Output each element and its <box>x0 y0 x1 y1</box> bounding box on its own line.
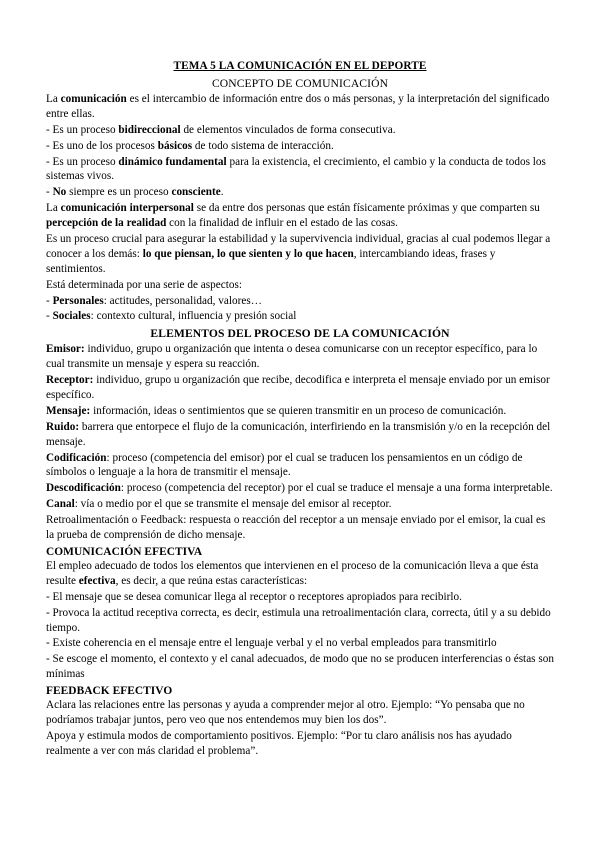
emphasis-text: Descodificación <box>46 482 121 495</box>
body-text: Aclara las relaciones entre las personas y ayuda a comprender mejor al otro. Ejemplo: “Yo pensaba que no podríamos trabajar juntos, pero veo que nos entendemos muy bien los dos”. <box>46 699 525 726</box>
body-text: información, ideas o sentimientos que se quieren transmitir en un proceso de comunicación. <box>90 404 507 417</box>
paragraph <box>46 636 554 651</box>
body-text: Está determinada por una serie de aspectos: <box>46 278 242 291</box>
emphasis-text: consciente <box>171 186 221 199</box>
emphasis-text: Emisor: <box>46 343 85 356</box>
page-title: TEMA 5 LA COMUNICACIÓN EN EL DEPORTE <box>173 60 427 72</box>
body-text: de elementos vinculados de forma consecutiva. <box>180 123 396 136</box>
paragraph <box>46 92 554 122</box>
document-body <box>46 77 554 759</box>
body-text: - <box>46 186 53 199</box>
body-text: : proceso (competencia del emisor) por el cual se traducen los pensamientos en un código de símbolos o lenguaje a la hora de transmitir el mensaje. <box>46 451 523 479</box>
body-text: - Provoca la actitud receptiva correcta, es decir, estimula una retroalimentación clara, correcta, útil y a su debido tiempo. <box>46 606 551 634</box>
body-text: Es un proceso crucial para asegurar la estabilidad y la supervivencia individual, gracias al cual podemos llegar a conocer a los demás: <box>46 233 551 260</box>
paragraph <box>46 123 554 138</box>
paragraph <box>46 698 554 728</box>
body-text: se da entre dos personas que están físicamente próximas y que comparten su <box>193 202 540 215</box>
paragraph <box>46 201 554 231</box>
paragraph <box>46 294 554 309</box>
emphasis-text: Codificación <box>46 451 107 464</box>
body-text: La <box>46 93 61 105</box>
body-text: - Es un proceso <box>46 123 119 136</box>
section-heading: CONCEPTO DE COMUNICACIÓN <box>211 77 389 90</box>
paragraph <box>46 232 554 277</box>
emphasis-text: Mensaje: <box>46 404 91 417</box>
paragraph <box>46 342 554 372</box>
paragraph <box>46 420 554 450</box>
body-text: barrera que entorpece el flujo de la comunicación, interfiriendo en la transmisión y/o en la recepción del mensaje. <box>46 420 551 448</box>
body-text: - <box>46 294 53 307</box>
paragraph <box>46 309 554 324</box>
body-text: Apoya y estimula modos de comportamiento positivos. Ejemplo: “Por tu claro análisis nos has ayudado realmente a ver con más claridad el problema”. <box>46 729 512 757</box>
paragraph <box>46 590 554 605</box>
emphasis-text: Canal <box>46 498 75 511</box>
paragraph <box>46 729 554 759</box>
body-text: individuo, grupo u organización que recibe, decodifica e interpreta el mensaje enviado por un emisor específico. <box>46 374 550 402</box>
body-text: : actitudes, personalidad, valores… <box>103 294 262 307</box>
body-text: , es decir, a que reúna estas características: <box>115 574 308 587</box>
body-text: - El mensaje que se desea comunicar llega al receptor o receptores apropiados para recibirlo. <box>46 590 462 603</box>
body-text: - Se escoge el momento, el contexto y el canal adecuados, de modo que no se producen interferencias o éstas son mínimas <box>46 653 554 681</box>
paragraph <box>46 559 554 589</box>
body-text: de todo sistema de interacción. <box>192 139 334 152</box>
emphasis-text: lo que piensan, lo que sienten y lo que hacen <box>142 247 354 260</box>
emphasis-text: efectiva <box>78 574 116 587</box>
paragraph <box>46 139 554 154</box>
paragraph <box>46 155 554 185</box>
body-text: - Es uno de los procesos <box>46 139 158 152</box>
paragraph <box>46 513 554 543</box>
body-text: Retroalimentación o Feedback: respuesta o reacción del receptor a un mensaje enviado por el emisor, la cual es la prueba de comprensión de dicho mensaje. <box>46 514 546 542</box>
emphasis-text: Sociales <box>52 310 91 323</box>
emphasis-text: comunicación <box>60 93 127 105</box>
body-text: para la existencia, el crecimiento, el cambio y la conducta de todos los sistemas vivos. <box>46 155 546 183</box>
body-text: - Es un proceso <box>46 155 119 168</box>
paragraph <box>46 185 554 200</box>
paragraph <box>46 404 554 419</box>
body-text: . <box>220 186 224 199</box>
body-text: : contexto cultural, influencia y presión social <box>90 310 297 323</box>
emphasis-text: No <box>52 186 67 199</box>
body-text: : proceso (competencia del receptor) por el cual se traduce el mensaje a una forma interpretable. <box>120 482 553 495</box>
body-text: siempre es un proceso <box>66 186 172 199</box>
paragraph <box>46 451 554 481</box>
body-text: individuo, grupo u organización que intenta o desea comunicarse con un receptor específico, para lo cual transmite un mensaje y espera su reacción. <box>46 343 538 371</box>
paragraph <box>46 481 554 496</box>
paragraph <box>46 497 554 512</box>
paragraph <box>46 652 554 682</box>
section-heading: COMUNICACIÓN EFECTIVA <box>46 545 203 558</box>
emphasis-text: Ruido: <box>46 420 80 433</box>
body-text: La <box>46 202 61 215</box>
body-text: : vía o medio por el que se transmite el mensaje del emisor al receptor. <box>74 498 392 511</box>
emphasis-text: percepción de la realidad <box>46 217 167 230</box>
paragraph <box>46 606 554 636</box>
body-text: , intercambiando ideas, frases y sentimientos. <box>46 247 496 275</box>
emphasis-text: Personales <box>52 294 104 307</box>
body-text: El empleo adecuado de todos los elementos que intervienen en el proceso de la comunicación lleva a que ésta resulte <box>46 559 539 587</box>
emphasis-text: básicos <box>157 139 193 152</box>
paragraph <box>46 373 554 403</box>
emphasis-text: bidireccional <box>118 123 181 136</box>
body-text: es el intercambio de información entre dos o más personas, y la interpretación del significado entre ellas. <box>46 93 550 120</box>
body-text: - Existe coherencia en el mensaje entre el lenguaje verbal y el no verbal empleados para transmitirlo <box>46 637 497 650</box>
section-heading: FEEDBACK EFECTIVO <box>46 685 173 698</box>
emphasis-text: Receptor: <box>46 374 94 387</box>
emphasis-text: comunicación interpersonal <box>60 202 194 215</box>
emphasis-text: dinámico fundamental <box>118 155 227 168</box>
body-text: - <box>46 310 53 323</box>
paragraph <box>46 278 554 293</box>
body-text: con la finalidad de influir en el estado de las cosas. <box>166 217 398 230</box>
section-heading: ELEMENTOS DEL PROCESO DE LA COMUNICACIÓN <box>150 327 450 341</box>
